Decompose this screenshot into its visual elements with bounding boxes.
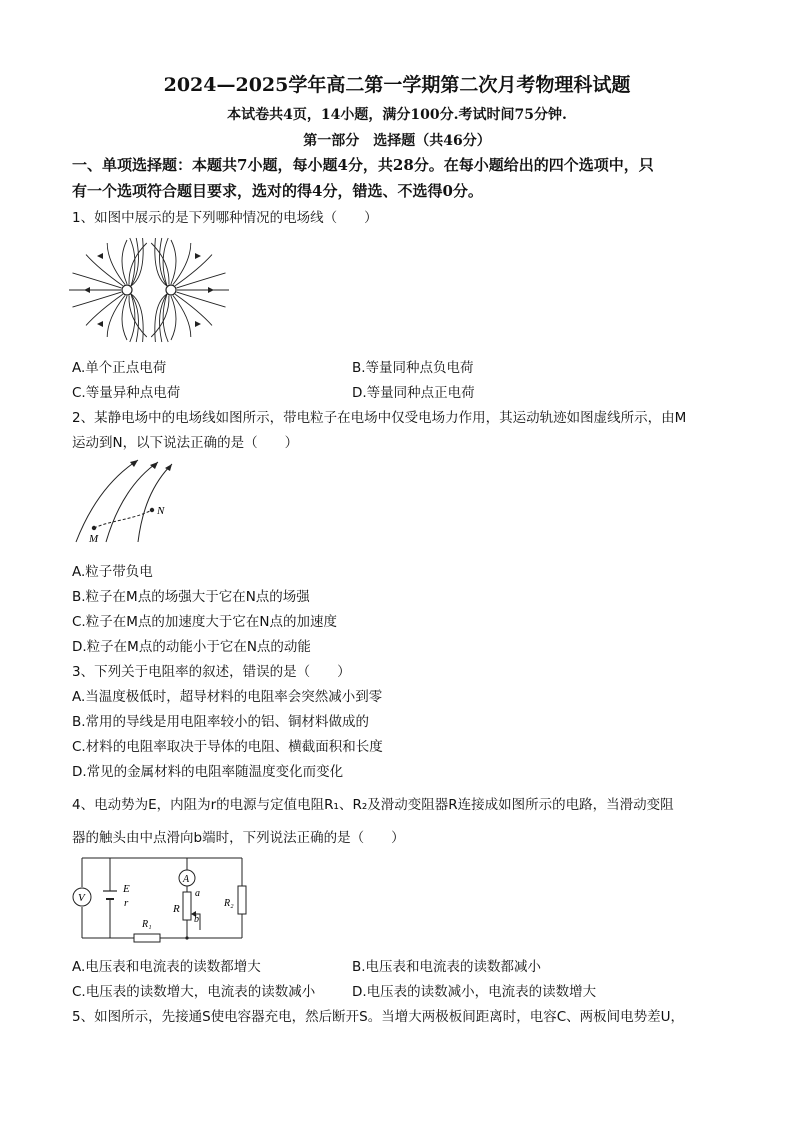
internal-resistance-label: r <box>124 897 129 909</box>
field-arrow <box>84 287 90 293</box>
field-arrow <box>208 287 214 293</box>
arrow-1 <box>130 460 138 467</box>
q2-stem-line1: 2、某静电场中的电场线如图所示，带电粒子在电场中仅受电场力作用，其运动轨迹如图虚线所示，由M <box>72 410 687 426</box>
q3-option-d[interactable]: D.常见的金属材料的电阻率随温度变化而变化 <box>72 764 344 780</box>
field-arrow <box>97 253 103 259</box>
field-line <box>177 292 226 307</box>
terminal-b-label: b <box>194 914 199 925</box>
field-line <box>175 294 212 325</box>
r2-label: R₂ <box>224 898 234 909</box>
q3-option-b[interactable]: B.常用的导线是用电阻率较小的铝、铜材料做成的 <box>72 714 370 730</box>
q2-stem-line2: 运动到N，以下说法正确的是（ ） <box>72 435 299 451</box>
q3-option-c[interactable]: C.材料的电阻率取决于导体的电阻、横截面积和长度 <box>72 739 383 755</box>
q1-option-d[interactable]: D.等量同种点正电荷 <box>352 385 475 401</box>
q2-option-d[interactable]: D.粒子在M点的动能小于它在N点的动能 <box>72 639 311 655</box>
q1-option-b[interactable]: B.等量同种点负电荷 <box>352 360 474 376</box>
field-line <box>163 294 168 342</box>
q4-circuit-figure <box>72 854 252 944</box>
point-m <box>92 526 96 530</box>
label-n: N <box>157 505 165 517</box>
ammeter-label: A <box>183 874 190 885</box>
point-n <box>150 508 154 512</box>
q2-trajectory-figure <box>72 456 182 548</box>
page-title: 2024—2025学年高二第一学期第二次月考物理科试题 <box>163 74 631 96</box>
field-line <box>171 240 176 284</box>
q2-option-b[interactable]: B.粒子在M点的场强大于它在N点的场强 <box>72 589 310 605</box>
rheostat <box>183 892 191 920</box>
field-line-1 <box>76 460 138 542</box>
q4-option-b[interactable]: B.电压表和电流表的读数都减小 <box>352 959 542 975</box>
trajectory <box>94 510 152 528</box>
q3-stem: 3、下列关于电阻率的叙述，错误的是（ ） <box>72 664 351 680</box>
rheostat-label: R <box>173 903 180 915</box>
q2-option-a[interactable]: A.粒子带负电 <box>72 564 153 580</box>
voltmeter-label: V <box>78 892 85 904</box>
junction-bottom <box>185 936 188 939</box>
q4-stem-line1: 4、电动势为E，内阻为r的电源与定值电阻R₁、R₂及滑动变阻器R连接成如图所示的电路，当滑动变阻 <box>72 797 674 813</box>
right-charge <box>166 285 176 295</box>
field-line <box>122 296 127 340</box>
resistor-r2 <box>238 886 246 914</box>
field-line <box>73 273 122 288</box>
field-line <box>177 273 226 288</box>
q5-stem: 5、如图所示，先接通S使电容器充电，然后断开S。当增大两极板间距离时，电容C、两板间电势差U， <box>72 1009 685 1025</box>
field-line <box>163 238 168 286</box>
q3-option-a[interactable]: A.当温度极低时，超导材料的电阻率会突然减小到零 <box>72 689 383 705</box>
field-arrow <box>195 321 201 327</box>
q4-option-a[interactable]: A.电压表和电流表的读数都增大 <box>72 959 261 975</box>
field-line <box>130 294 135 342</box>
field-arrow <box>195 253 201 259</box>
q1-option-c[interactable]: C.等量异种点电荷 <box>72 385 181 401</box>
field-line <box>175 255 212 286</box>
part-heading: 第一部分 选择题（共46分） <box>303 133 491 149</box>
r1-label: R₁ <box>142 919 152 930</box>
section-instruction-line2: 有一个选项符合题目要求，选对的得4分，错选、不选得0分。 <box>72 182 483 200</box>
q1-stem: 1、如图中展示的是下列哪种情况的电场线（ ） <box>72 210 378 226</box>
field-line <box>86 294 123 325</box>
resistor-r1 <box>134 934 160 942</box>
terminal-a-label: a <box>195 888 200 899</box>
field-line <box>73 292 122 307</box>
field-arrow <box>97 321 103 327</box>
q1-option-a[interactable]: A.单个正点电荷 <box>72 360 167 376</box>
label-m: M <box>89 533 99 545</box>
q1-field-lines-figure <box>72 236 222 344</box>
field-line <box>86 255 123 286</box>
left-charge <box>122 285 132 295</box>
section-instruction-line1: 一、单项选择题：本题共7小题，每小题4分，共28分。在每小题给出的四个选项中，只 <box>72 156 654 174</box>
field-line <box>171 296 176 340</box>
field-line-3 <box>138 464 172 542</box>
field-line <box>122 240 127 284</box>
field-line <box>130 238 135 286</box>
field-line-2 <box>106 462 158 542</box>
arrow-2 <box>150 462 158 469</box>
q4-stem-line2: 器的触头由中点滑向b端时，下列说法正确的是（ ） <box>72 830 405 846</box>
q4-option-d[interactable]: D.电压表的读数减小，电流表的读数增大 <box>352 984 597 1000</box>
q4-option-c[interactable]: C.电压表的读数增大，电流表的读数减小 <box>72 984 316 1000</box>
emf-label: E <box>123 883 130 895</box>
q2-option-c[interactable]: C.粒子在M点的加速度大于它在N点的加速度 <box>72 614 337 630</box>
exam-info: 本试卷共4页，14小题，满分100分.考试时间75分钟. <box>227 107 567 123</box>
